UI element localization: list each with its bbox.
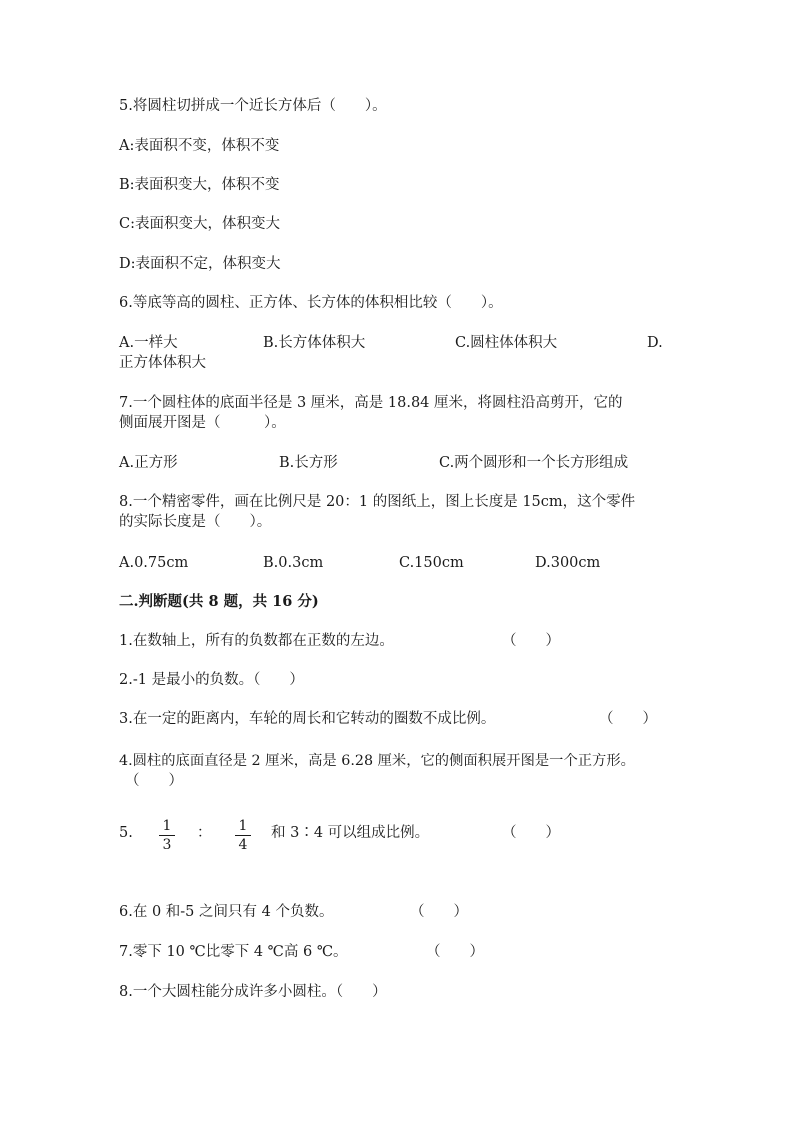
question-6-option-c: C.圆柱体体积大 [455, 335, 558, 351]
question-8-stem: 8.一个精密零件，画在比例尺是 20：1 的图纸上，图上长度是 15cm，这个零件 [119, 494, 636, 510]
question-6-stem: 6.等底等高的圆柱、正方体、长方体的体积相比较（ ）。 [119, 295, 503, 311]
judge-item-4-paren: （ ） [125, 773, 183, 789]
question-8-stem-line2: 的实际长度是（ ）。 [119, 514, 272, 530]
question-8-option-d: D.300cm [535, 555, 601, 571]
question-8-option-a: A.0.75cm [119, 555, 189, 571]
question-7-stem-line2: 侧面展开图是（ ）。 [119, 415, 286, 431]
fraction-one-fourth [235, 818, 251, 853]
judge-item-7: 7.零下 10 ℃比零下 4 ℃高 6 ℃。 [119, 944, 348, 960]
fraction-numerator: 1 [162, 818, 172, 834]
fraction-bar [159, 835, 175, 836]
question-7-option-c: C.两个圆形和一个长方形组成 [439, 455, 629, 471]
question-5-option-c: C:表面积变大，体积变大 [119, 216, 280, 232]
question-5-option-a: A:表面积不变，体积不变 [119, 138, 280, 154]
question-7-stem: 7.一个圆柱体的底面半径是 3 厘米，高是 18.84 厘米，将圆柱沿高剪开，它的 [119, 395, 623, 411]
question-6-option-a: A.一样大 [119, 335, 178, 351]
judge-item-5-text: 和 3∶4 可以组成比例。 [271, 825, 430, 841]
judge-item-3-paren: （ ） [599, 711, 657, 727]
judge-item-1: 1.在数轴上，所有的负数都在正数的左边。 [119, 633, 394, 649]
question-5-option-d: D:表面积不定，体积变大 [119, 256, 281, 272]
judge-item-1-paren: （ ） [502, 633, 560, 649]
judge-item-6-paren: （ ） [410, 904, 468, 920]
judge-item-7-paren: （ ） [426, 944, 484, 960]
judge-item-2: 2.-1 是最小的负数。（ ） [119, 672, 304, 688]
question-5-stem: 5.将圆柱切拼成一个近长方体后（ ）。 [119, 98, 387, 114]
question-8-option-b: B.0.3cm [263, 555, 324, 571]
question-6-option-b: B.长方体体积大 [263, 335, 366, 351]
question-7-option-b: B.长方形 [279, 455, 338, 471]
judge-item-3: 3.在一定的距离内，车轮的周长和它转动的圈数不成比例。 [119, 711, 496, 727]
question-6-option-d-text: 正方体体积大 [119, 355, 206, 371]
judge-item-5-paren: （ ） [502, 825, 560, 841]
question-7-option-a: A.正方形 [119, 455, 178, 471]
section-title: 二.判断题(共 8 题，共 16 分) [119, 593, 319, 610]
judge-item-8: 8.一个大圆柱能分成许多小圆柱。（ ） [119, 984, 387, 1000]
question-5-option-b: B:表面积变大，体积不变 [119, 177, 280, 193]
fraction-bar [235, 835, 251, 836]
judge-item-5-number: 5. [119, 825, 133, 841]
fraction-one-third [159, 818, 175, 853]
fraction-numerator: 1 [238, 818, 248, 834]
judge-item-4: 4.圆柱的底面直径是 2 厘米，高是 6.28 厘米，它的侧面积展开图是一个正方形。 [119, 753, 635, 769]
ratio-colon: ： [197, 825, 212, 841]
question-6-option-d: D. [647, 335, 663, 351]
fraction-denominator: 3 [162, 837, 172, 853]
fraction-denominator: 4 [238, 837, 248, 853]
judge-item-6: 6.在 0 和-5 之间只有 4 个负数。 [119, 904, 334, 920]
question-8-option-c: C.150cm [399, 555, 464, 571]
